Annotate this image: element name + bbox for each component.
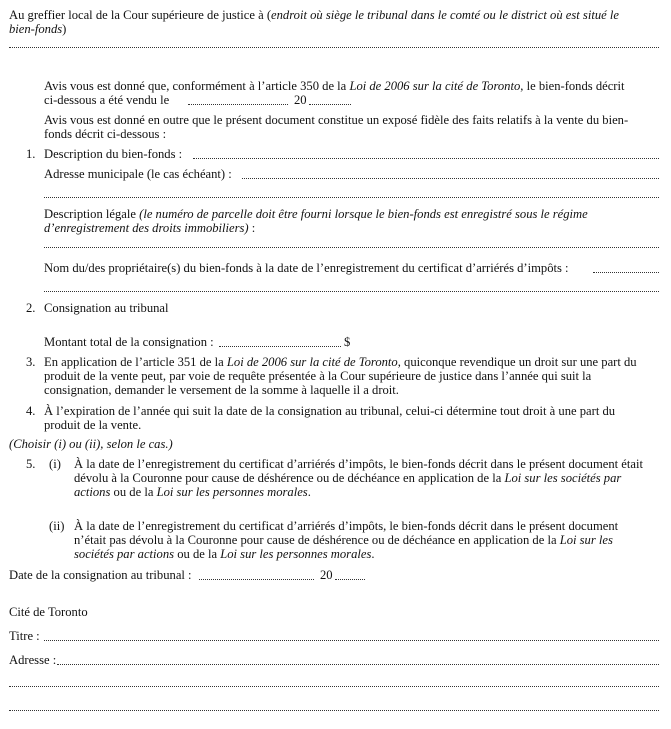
- item-3-text-end: , quiconque revendique un droit sur une part du: [397, 355, 637, 369]
- sale-year-field[interactable]: [309, 104, 351, 105]
- sale-year-prefix: 20: [294, 93, 307, 107]
- legal-description-field[interactable]: [44, 247, 659, 248]
- amount-label: Montant total de la consignation :: [44, 335, 214, 349]
- item-4-line-2: produit de la vente.: [44, 418, 142, 432]
- city-of-toronto: Cité de Toronto: [9, 605, 88, 619]
- court-location-field[interactable]: [9, 47, 659, 48]
- land-description-field[interactable]: [193, 158, 659, 159]
- court-payment-heading: Consignation au tribunal: [44, 301, 169, 315]
- option-i-line-3: [74, 485, 311, 499]
- option-i-act-1-end: actions: [74, 485, 111, 499]
- payment-year-field[interactable]: [335, 579, 365, 580]
- item-3-act: Loi de 2006 sur la cité de Toronto: [226, 355, 398, 369]
- owners-field[interactable]: [593, 272, 659, 273]
- item-3-line-2: produit de la vente peut, par voie de requête présentée à la Cour supérieure de justice dans l’année qui suit la: [44, 369, 592, 383]
- choose-instruction: (Choisir (i) ou (ii), selon le cas.): [9, 437, 173, 451]
- addressee-line-2: [9, 22, 66, 36]
- item-4-line-1: À l’expiration de l’année qui suit la date de la consignation au tribunal, celui-ci détermine tout droit à une part du: [44, 404, 616, 418]
- option-i-period: .: [307, 485, 311, 499]
- title-label: Titre :: [9, 629, 40, 643]
- sale-date-field[interactable]: [188, 104, 288, 105]
- municipal-address-label: Adresse municipale (le cas échéant) :: [44, 167, 232, 181]
- option-i-line-2: [74, 471, 621, 485]
- payment-date-label: Date de la consignation au tribunal :: [9, 568, 192, 582]
- option-ii-line-1: À la date de l’enregistrement du certificat d’arriérés d’impôts, le bien-fonds décrit dans le présent document: [74, 519, 619, 533]
- option-ii-line-3: [74, 547, 375, 561]
- amount-field[interactable]: [219, 346, 341, 347]
- item-2-number: 2.: [26, 301, 36, 315]
- option-i-act-2: Loi sur les personnes morales: [156, 485, 308, 499]
- municipal-address-field-2[interactable]: [44, 197, 659, 198]
- option-i-text: dévolu à la Couronne pour cause de déshérence ou de déchéance en application de la: [74, 471, 505, 485]
- item-3-text: En application de l’article 351 de la: [44, 355, 227, 369]
- legal-description-line-2: [44, 221, 255, 235]
- legal-description-line-1: [44, 207, 588, 221]
- addressee-line: [9, 8, 619, 22]
- option-i-label: (i): [49, 457, 61, 471]
- notice-line-2: [44, 93, 169, 107]
- payment-year-prefix: 20: [320, 568, 333, 582]
- addressee-text: Au greffier local de la Cour supérieure de justice à (: [9, 8, 272, 22]
- title-field[interactable]: [44, 640, 659, 641]
- legal-colon: :: [248, 221, 256, 235]
- notice-line-1: [44, 79, 625, 93]
- municipal-address-field[interactable]: [242, 178, 659, 179]
- option-ii-or: ou de la: [174, 547, 221, 561]
- notice-line-4: fonds décrit ci-dessous :: [44, 127, 167, 141]
- owners-label: Nom du/des propriétaire(s) du bien-fonds à la date de l’enregistrement du certificat d’arriérés d’impôts :: [44, 261, 569, 275]
- option-ii-label: (ii): [49, 519, 65, 533]
- item-1-number: 1.: [26, 147, 36, 161]
- notice-text-end: , le bien-fonds décrit: [520, 79, 625, 93]
- land-description-label: Description du bien-fonds :: [44, 147, 183, 161]
- item-3-line-3: consignation, demander le versement de la somme à laquelle il a droit.: [44, 383, 399, 397]
- option-i-act-1: Loi sur les sociétés par: [504, 471, 622, 485]
- address-label: Adresse :: [9, 653, 57, 667]
- payment-date-field[interactable]: [199, 579, 314, 580]
- addressee-note: endroit où siège le tribunal dans le comté ou le district où est situé le: [271, 8, 619, 22]
- notice-line-3: Avis vous est donné en outre que le présent document constitue un exposé fidèle des faits relatifs à la vente du bien-: [44, 113, 629, 127]
- option-i-line-1: À la date de l’enregistrement du certificat d’arriérés d’impôts, le bien-fonds décrit dans le présent document était: [74, 457, 643, 471]
- owners-field-2[interactable]: [44, 291, 659, 292]
- act-name: Loi de 2006 sur la cité de Toronto: [349, 79, 521, 93]
- item-5-number: 5.: [26, 457, 36, 471]
- addressee-paren: ): [62, 22, 67, 36]
- option-ii-act-1: Loi sur les: [559, 533, 613, 547]
- option-ii-line-2: [74, 533, 613, 547]
- notice-text: Avis vous est donné que, conformément à l’article 350 de la: [44, 79, 350, 93]
- option-ii-act-2: Loi sur les personnes morales: [220, 547, 372, 561]
- item-4-number: 4.: [26, 404, 36, 418]
- sale-date-label: ci-dessous a été vendu le: [44, 93, 170, 107]
- currency-symbol: $: [344, 335, 351, 349]
- address-field-2[interactable]: [9, 686, 659, 687]
- legal-description-label: Description légale: [44, 207, 140, 221]
- option-ii-act-1-end: sociétés par actions: [74, 547, 175, 561]
- address-field[interactable]: [57, 664, 659, 665]
- legal-description-note: (le numéro de parcelle doit être fourni lorsque le bien-fonds est enregistré sous le régime: [139, 207, 588, 221]
- addressee-note-end: bien-fonds: [9, 22, 63, 36]
- item-3-line-1: [44, 355, 637, 369]
- option-ii-period: .: [371, 547, 375, 561]
- option-i-or: ou de la: [110, 485, 157, 499]
- address-field-3[interactable]: [9, 710, 659, 711]
- legal-description-note-2: d’enregistrement des droits immobiliers): [44, 221, 249, 235]
- option-ii-text: n’était pas dévolu à la Couronne pour cause de déshérence ou de déchéance en application de la: [74, 533, 560, 547]
- item-3-number: 3.: [26, 355, 36, 369]
